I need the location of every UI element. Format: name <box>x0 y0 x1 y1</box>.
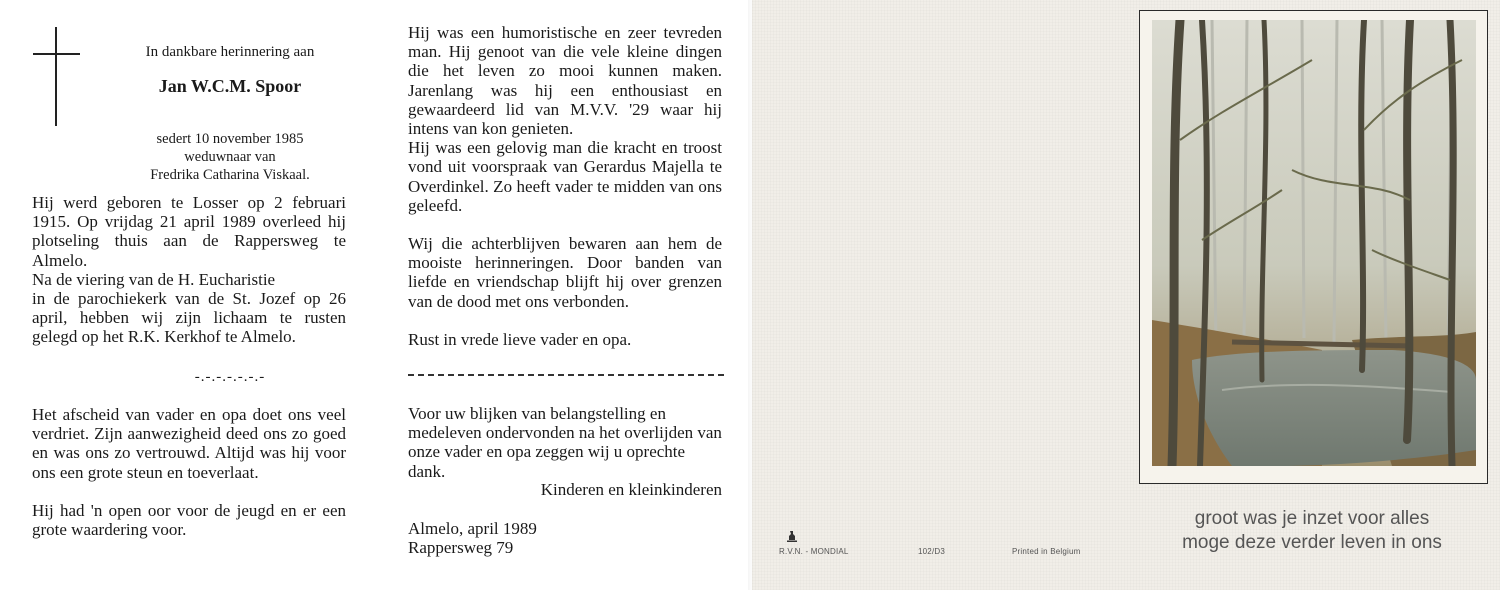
paragraph: Hij had 'n open oor voor de jeugd en er een grote waardering voor. <box>32 500 346 540</box>
deceased-name: Jan W.C.M. Spoor <box>158 76 302 96</box>
poem <box>1140 507 1484 555</box>
signature: Kinderen en kleinkinderen <box>540 480 722 499</box>
printer-logo-icon <box>787 530 797 542</box>
widower-note <box>120 130 340 184</box>
place-date: Almelo, april 1989 <box>408 519 537 538</box>
paragraph: in de parochiekerk van de St. Jozef op 26 april, hebben wij zijn lichaam te rusten gelegd op het R.K. Kerkhof te Almelo. <box>32 289 346 347</box>
paragraph: Het afscheid van vader en opa doet ons veel verdriet. Zijn aanwezigheid deed ons zo goed en was ons zo vertrouwd. Altijd was hij voor ons een grote steun en toeverlaat. <box>32 405 346 482</box>
forest-photo <box>1152 20 1476 466</box>
thanks-text: Voor uw blijken van belangstelling en medeleven ondervonden na het overlijden van onze vader en opa zeggen wij u oprechte dank. <box>408 404 722 481</box>
farewell-text <box>32 405 346 539</box>
widower-line: sedert 10 november 1985 <box>156 131 304 147</box>
character-text <box>408 23 722 349</box>
poem-line: moge deze verder leven in ons <box>1182 532 1442 553</box>
address: Rappersweg 79 <box>408 538 514 558</box>
address-block <box>408 519 722 557</box>
memorial-intro: In dankbare herinnering aan <box>145 44 315 60</box>
paragraph: Hij was een humoristische en zeer tevreden man. Hij genoot van die vele kleine dingen die het leven zo mooi kunnen maken. Jarenlang was hij een enthousiast en gewaardeerd lid van M.V.V. '29 waar hij intens van kon genieten. <box>408 23 722 139</box>
poem-line: groot was je inzet voor alles <box>1194 508 1430 529</box>
paragraph: Hij was een gelovig man die kracht en troost vond uit voorspraak van Gerardus Majella te Overdinkel. Zo heeft vader te midden van ons geleefd. <box>408 138 722 215</box>
paragraph: Hij werd geboren te Losser op 2 februari 1915. Op vrijdag 21 april 1989 overleed hij plotseling thuis aan de Rappersweg te Almelo. <box>32 193 346 270</box>
separator-dots: -.-.-.-.-.-.- <box>194 369 266 385</box>
widower-line: weduwnaar van <box>184 149 276 165</box>
printer-name: R.V.N. - MONDIAL <box>779 547 849 556</box>
card-code: 102/D3 <box>918 547 945 556</box>
separator-line <box>408 374 724 376</box>
printed-in: Printed in Belgium <box>1012 547 1081 556</box>
paragraph: Na de viering van de H. Eucharistie <box>32 269 276 289</box>
paragraph: Rust in vrede lieve vader en opa. <box>408 329 632 349</box>
biography-text <box>32 193 346 347</box>
widower-line: Fredrika Catharina Viskaal. <box>150 167 310 183</box>
card-fold <box>748 0 754 590</box>
paragraph: Wij die achterblijven bewaren aan hem de mooiste herinneringen. Door banden van liefde en vriendschap blijft hij over grenzen van de dood met ons verbonden. <box>408 234 722 311</box>
